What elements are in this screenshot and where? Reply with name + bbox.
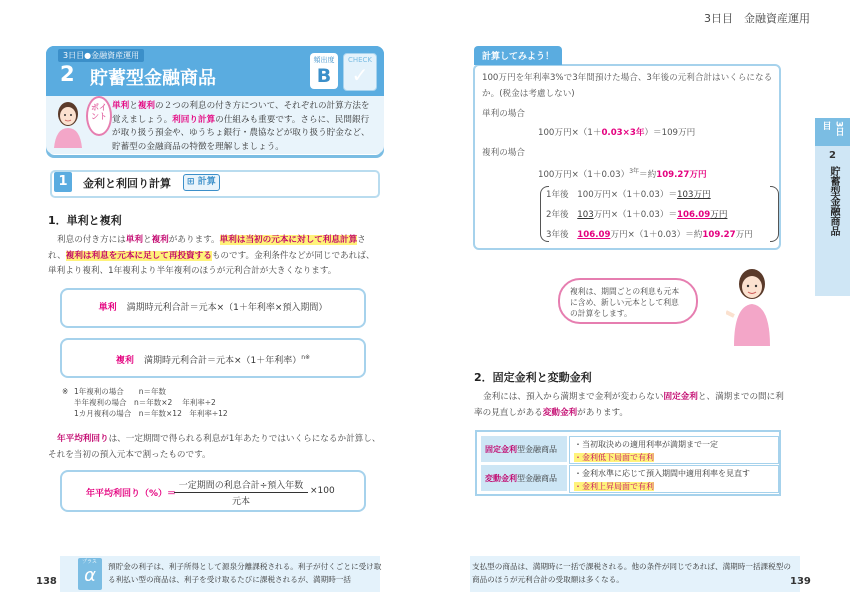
rate-type-table [475,430,781,496]
chapter-tag: 3日目●金融資産運用 [58,49,144,62]
compound-heading: 複利の場合 [482,148,525,158]
frequency-rank [310,53,338,89]
check-box[interactable] [343,53,377,91]
year2-calc: 2年後 103万円×（1＋0.03）＝106.09万円 [546,210,728,220]
try-calculation-tab: 計算してみよう！ [474,46,562,65]
subheading-fixed-variable: 2．固定金利と変動金利 [474,371,592,384]
section-title: 金利と利回り計算 [83,177,171,190]
chapter-title: 貯蓄型金融商品 [90,68,216,89]
plus-alpha-icon: プラス α [78,558,102,590]
footer-note-left: 預貯金の利子は、利子所得として源泉分離課税される。利子が付くごとに受け取る利払い型の商品は、利子を受け取るたびに課税されるが、満期時一括 [108,562,382,584]
year1-calc: 1年後 100万円×（1＋0.03）＝103万円 [546,190,711,200]
table-row-variable: ・金利水準に応じて預入期間中適用利率を見直す ・金利上昇局面で有利 [569,465,779,493]
explanation-bubble: 複利は、期間ごとの利息も元本に含め、新しい元本として利息の計算をします。 [558,278,698,324]
calc-badge: ⊞ 計算 [183,174,220,191]
compound-note-3: 1カ月複利の場合 n＝年数×12 年利率÷12 [74,409,228,418]
formula-simple: 単利 満期時元利合計＝元本×（1＋年利率×預入期間） [60,288,366,328]
side-tab-number: 2 [829,150,836,161]
right-bracket [770,186,779,242]
compound-calc: 100万円$\times(1+0.03)^{3年}=$約109.27万円 [538,168,707,180]
table-row-variable-label: 変動金利型金融商品 [481,465,567,491]
table-row-fixed: ・当初取決めの適用利率が満期まで一定 ・金利低下局面で有利 [569,436,779,464]
side-tab-day: 3日目 [815,118,850,146]
running-header: 3日目 金融資産運用 [704,12,810,25]
teacher-avatar-right-icon [726,268,778,346]
paragraph-yield: 年平均利回りは、一定期間で得られる利息が1年あたりではいくらになるか計算し、それを当初の預入元本で割ったものです。 [48,434,381,460]
rank-label: 頻出度 [313,56,335,64]
calculator-icon: ⊞ [187,177,195,187]
point-bubble: ポイント [86,96,112,136]
page-number-right: 139 [790,576,811,587]
footer-note-right: 支払型の商品は、満期時に一括で課税される。他の条件が同じであれば、満期時一括課税型の商品のほうが元利合計の受取額は多くなる。 [472,562,791,584]
simple-heading: 単利の場合 [482,109,525,119]
teacher-avatar-icon [50,100,86,148]
chapter-number: 2 [60,62,75,86]
subheading-simple-compound: 1．単利と複利 [48,214,122,227]
paragraph-simple-compound: 利息の付き方には単利と複利があります。単利は当初の元本に対して利息計算され、複利は利息を元本に足して再投資するものです。金利条件などが同じであれば、単利より複利、1年複利より半年複利のほうが元利合計が大きくなります。 [48,235,375,276]
intro-text: 単利と複利の２つの利息の付き方について、それぞれの計算方法を覚えましょう。利回り計算の仕組みも重要です。さらに、民間銀行が取り扱う預金や、ゆうちょ銀行・農協などが取り扱う貯金など、貯蓄型の金融商品の特徴を理解しましょう。 [112,101,370,152]
page-number-left: 138 [36,576,57,587]
compound-note-1: 1年複利の場合 n＝年数 [74,387,167,396]
section-number: 1 [54,172,72,192]
rank-value: B [316,65,332,87]
paragraph-fixed-variable: 金利には、預入から満期まで金利が変わらない固定金利と、満期までの間に利率の見直しがある変動金利があります。 [474,392,784,418]
table-row-fixed-label: 固定金利型金融商品 [481,436,567,462]
formula-yield: 年平均利回り（%）＝ 一定期間の利息合計÷預入年数 元本 ×100 [60,470,366,512]
compound-note-2: 半年複利の場合 n＝年数×2 年利率÷2 [74,398,216,407]
try-question: 100万円を年利率3%で3年間預けた場合、3年後の元利合計はいくらになるか。(税金は考慮しない) [482,73,773,99]
compound-note-mark: ※ [62,387,69,396]
formula-compound: 複利 満期時元利合計＝元本×（1＋年利率）$^{n※}$ [60,338,366,378]
checkmark-icon: ✓ [351,63,369,87]
simple-calc: 100万円×（1＋0.03×3年）＝109万円 [538,128,696,138]
year3-calc: 3年後 106.09万円×（1＋0.03）＝約109.27万円 [546,230,753,240]
check-label: CHECK [347,56,373,64]
side-tab-title: 貯蓄型金融商品 [828,166,839,236]
